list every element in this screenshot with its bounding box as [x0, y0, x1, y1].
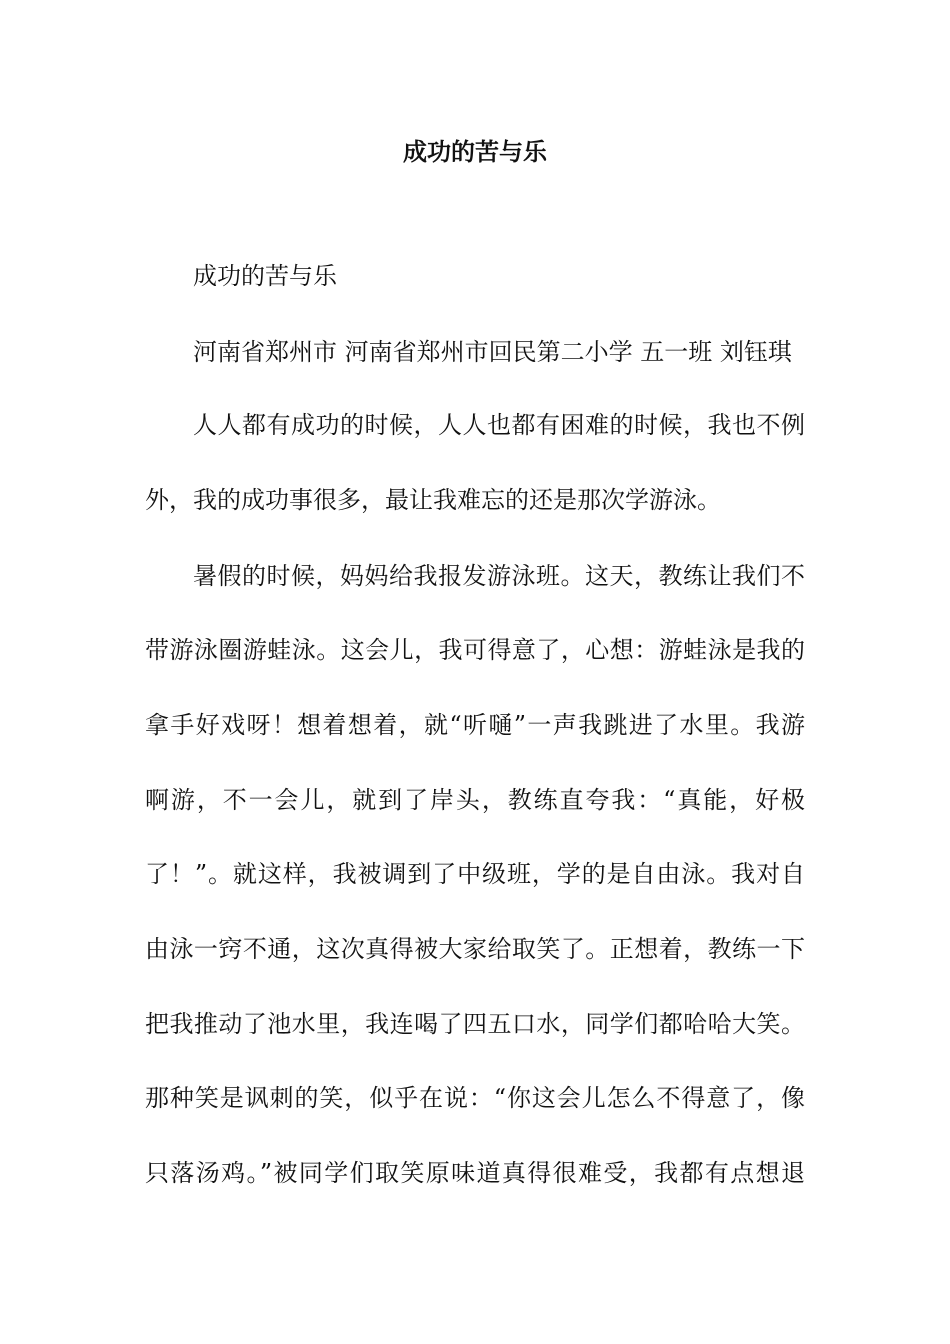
paragraph-line: 那种笑是讽刺的笑，似乎在说：“你这会儿怎么不得意了，像 [145, 1084, 805, 1112]
paragraph-line: 暑假的时候，妈妈给我报发游泳班。这天，教练让我们不 [193, 562, 805, 590]
paragraph-line: 带游泳圈游蛙泳。这会儿，我可得意了，心想：游蛙泳是我的 [145, 636, 805, 664]
subtitle: 成功的苦与乐 [193, 262, 337, 290]
paragraph-line: 人人都有成功的时候，人人也都有困难的时候，我也不例 [193, 411, 805, 439]
paragraph-line: 把我推动了池水里，我连喝了四五口水，同学们都哈哈大笑。 [145, 1010, 805, 1038]
page-title: 成功的苦与乐 [403, 137, 547, 166]
paragraph-line: 了！”。就这样，我被调到了中级班，学的是自由泳。我对自 [145, 860, 805, 888]
paragraph-line: 外，我的成功事很多，最让我难忘的还是那次学游泳。 [145, 486, 721, 514]
paragraph-line: 由泳一窍不通，这次真得被大家给取笑了。正想着，教练一下 [145, 935, 805, 963]
paragraph-line: 只落汤鸡。”被同学们取笑原味道真得很难受，我都有点想退 [145, 1159, 805, 1187]
paragraph-line: 啊游，不一会儿，就到了岸头，教练直夸我：“真能，好极 [145, 786, 805, 814]
paragraph-line: 拿手好戏呀！想着想着，就“听嗵”一声我跳进了水里。我游 [145, 711, 805, 739]
byline: 河南省郑州市 河南省郑州市回民第二小学 五一班 刘钰琪 [193, 338, 792, 366]
